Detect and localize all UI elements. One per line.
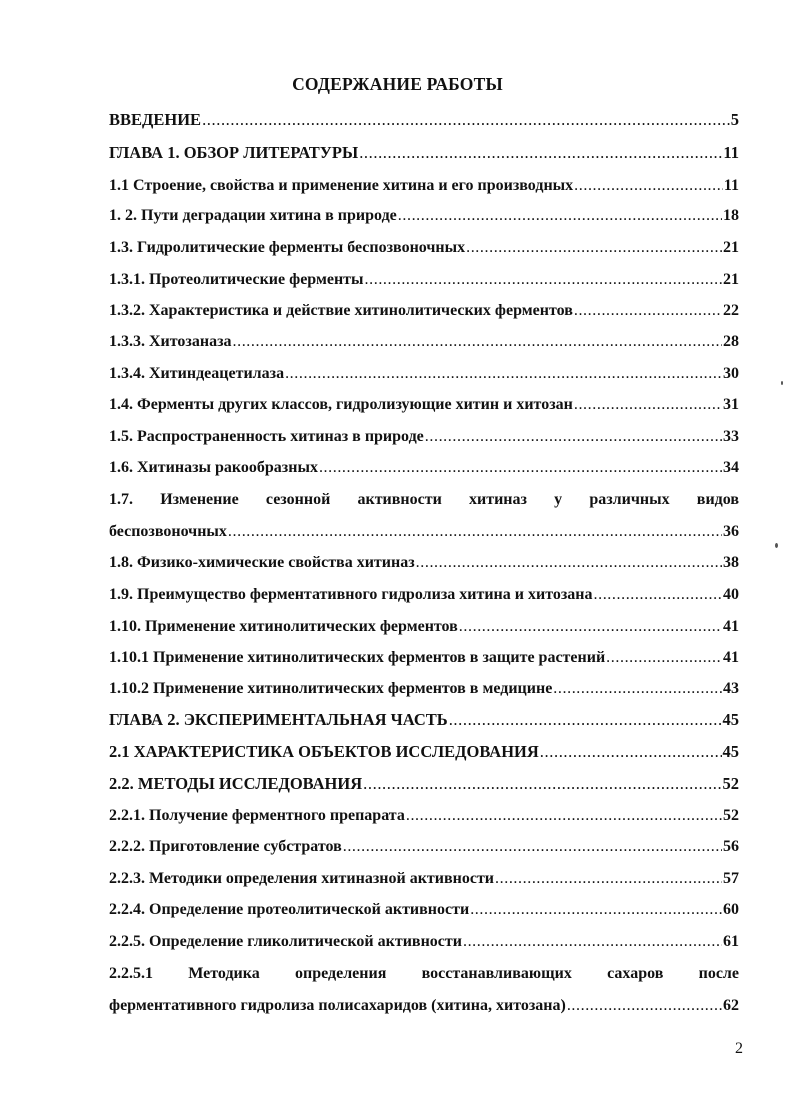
toc-entry-page: 34 <box>723 459 739 476</box>
toc-entry-title: 1.8. Физико-химические свойства хитиназ <box>109 554 415 571</box>
toc-entry[interactable] <box>109 932 739 952</box>
toc-entry-page: 52 <box>722 774 739 793</box>
toc-entry-title: ГЛАВА 1. ОБЗОР ЛИТЕРАТУРЫ <box>109 143 359 162</box>
toc-entry[interactable] <box>109 617 739 637</box>
toc-entry-page: 41 <box>723 618 739 635</box>
toc-entry[interactable] <box>109 206 739 226</box>
toc-entry-title: 2.2.5.1 Методика определения восстанавливающих сахаров после <box>109 965 739 982</box>
toc-entry-page: 11 <box>723 143 739 162</box>
toc-leader <box>466 238 722 258</box>
toc-entry[interactable] <box>109 648 739 668</box>
toc-entry[interactable] <box>109 710 739 730</box>
toc-leader <box>365 270 722 290</box>
toc-entry-title: 1.3.2. Характеристика и действие хитинолитических ферментов <box>109 302 573 319</box>
toc-leader <box>359 143 722 163</box>
toc-entry[interactable] <box>109 869 739 889</box>
toc-entry[interactable] <box>109 458 739 478</box>
toc-entry-title: 2.2.2. Приготовление субстратов <box>109 838 342 855</box>
toc-leader <box>319 458 722 478</box>
toc-entry[interactable] <box>109 270 739 290</box>
toc-leader <box>343 837 722 857</box>
toc-entry[interactable] <box>109 679 739 699</box>
toc-entry-title: 1.3.1. Протеолитические ферменты <box>109 271 364 288</box>
scan-speck <box>775 543 778 548</box>
toc-leader <box>567 996 722 1016</box>
toc-leader <box>285 364 722 384</box>
toc-entry[interactable] <box>109 301 739 321</box>
toc-entry[interactable] <box>109 364 739 384</box>
toc-entry-title: 1.10. Применение хитинолитических ферментов <box>109 618 458 635</box>
toc-entry[interactable] <box>109 553 739 573</box>
toc-leader <box>470 900 722 920</box>
toc-leader <box>495 869 722 889</box>
toc-entry-title: ВВЕДЕНИЕ <box>109 110 202 129</box>
toc-entry-page: 56 <box>723 838 739 855</box>
toc-entry-page: 28 <box>723 333 739 350</box>
toc-entry-title: ГЛАВА 2. ЭКСПЕРИМЕНТАЛЬНАЯ ЧАСТЬ <box>109 710 448 729</box>
toc-leader <box>233 332 723 352</box>
toc-entry-page: 11 <box>723 177 739 194</box>
toc-entry-page: 36 <box>723 523 739 540</box>
toc-entry-page: 40 <box>723 586 739 603</box>
toc-leader <box>553 679 722 699</box>
toc-entry-title: 1.4. Ферменты других классов, гидролизующие хитин и хитозан <box>109 396 573 413</box>
toc-entry-title-cont: беспозвоночных <box>109 523 227 540</box>
toc-entry[interactable] <box>109 238 739 258</box>
toc-leader <box>459 617 722 637</box>
toc-leader <box>363 774 721 794</box>
toc-leader <box>594 585 723 605</box>
toc-leader <box>228 522 722 542</box>
scan-speck <box>781 381 783 385</box>
toc-leader <box>416 553 722 573</box>
toc-entry-title: 2.2.3. Методики определения хитиназной активности <box>109 870 495 887</box>
toc-leader <box>449 710 722 730</box>
toc-leader <box>540 742 722 762</box>
toc-entry-page: 45 <box>722 710 739 729</box>
toc-entry-title: 2.2.4. Определение протеолитической активности <box>109 901 470 918</box>
toc-entry-page: 21 <box>723 271 739 288</box>
toc-entry-page: 33 <box>723 428 739 445</box>
toc-entry[interactable] <box>109 585 739 605</box>
toc-entry-page: 5 <box>730 110 739 129</box>
page-number: 2 <box>735 1040 743 1057</box>
toc-leader <box>606 648 722 668</box>
toc-leader <box>425 427 722 447</box>
toc-entry[interactable] <box>109 143 739 163</box>
toc-entry[interactable] <box>109 900 739 920</box>
toc-entry-title: 1.1 Строение, свойства и применение хитина и его производных <box>109 177 574 194</box>
toc-entry-page: 38 <box>723 554 739 571</box>
toc-leader <box>463 932 722 952</box>
toc-entry-title: 1.3.4. Хитиндеацетилаза <box>109 365 285 382</box>
toc-entry-title: 2.1 ХАРАКТЕРИСТИКА ОБЪЕКТОВ ИССЛЕДОВАНИЯ <box>109 742 539 761</box>
toc-entry[interactable] <box>109 742 739 762</box>
toc-leader <box>406 806 722 826</box>
toc-entry[interactable] <box>109 176 739 196</box>
toc-entry[interactable] <box>109 837 739 857</box>
toc-entry-title: 1.7. Изменение сезонной активности хитиназ у различных видов <box>109 491 739 508</box>
toc-entry-title: 1.5. Распространенность хитиназ в природе <box>109 428 424 445</box>
toc-entry-page: 22 <box>723 302 739 319</box>
toc-entry-page: 31 <box>723 396 739 413</box>
toc-entry-title: 2.2.5. Определение гликолитической активности <box>109 933 462 950</box>
toc-entry-multiline[interactable] <box>109 490 739 510</box>
toc-entry[interactable] <box>109 427 739 447</box>
toc-entry[interactable] <box>109 806 739 826</box>
toc-entry-page: 62 <box>723 997 739 1014</box>
toc-entry[interactable] <box>109 110 739 130</box>
toc-entry-title: 1. 2. Пути деградации хитина в природе <box>109 207 397 224</box>
toc-leader <box>202 110 730 130</box>
toc-entry-page: 57 <box>723 870 739 887</box>
toc-leader <box>398 206 722 226</box>
toc-entry-multiline[interactable] <box>109 964 739 984</box>
toc-entry-title: 2.2.1. Получение ферментного препарата <box>109 807 405 824</box>
toc-entry[interactable] <box>109 332 739 352</box>
toc-entry-page: 60 <box>723 901 739 918</box>
toc-entry-page: 21 <box>723 239 739 256</box>
toc-entry[interactable] <box>109 774 739 794</box>
toc-entry-title: 1.9. Преимущество ферментативного гидролиза хитина и хитозана <box>109 586 593 603</box>
page-title: СОДЕРЖАНИЕ РАБОТЫ <box>292 74 503 94</box>
toc-leader <box>574 301 722 321</box>
toc-leader <box>574 395 722 415</box>
toc-entry-continuation[interactable] <box>109 996 739 1016</box>
toc-entry-page: 41 <box>723 649 739 666</box>
toc-entry-title: 1.10.1 Применение хитинолитических ферментов в защите растений <box>109 649 606 666</box>
toc-entry-title: 1.10.2 Применение хитинолитических ферментов в медицине <box>109 680 553 697</box>
toc-entry[interactable] <box>109 395 739 415</box>
toc-leader <box>574 176 723 196</box>
toc-entry-title: 1.3.3. Хитозаназа <box>109 333 232 350</box>
toc-entry-title: 1.6. Хитиназы ракообразных <box>109 459 318 476</box>
toc-entry-page: 61 <box>723 933 739 950</box>
toc-entry-page: 52 <box>723 807 739 824</box>
toc-entry-title: 2.2. МЕТОДЫ ИССЛЕДОВАНИЯ <box>109 774 363 793</box>
toc-entry-continuation[interactable] <box>109 522 739 542</box>
toc-entry-page: 43 <box>723 680 739 697</box>
toc-entry-title: 1.3. Гидролитические ферменты беспозвоночных <box>109 239 466 256</box>
toc-entry-title-cont: ферментативного гидролиза полисахаридов (хитина, хитозана) <box>109 997 566 1014</box>
toc-entry-page: 45 <box>722 742 739 761</box>
toc-entry-page: 18 <box>723 207 739 224</box>
toc-entry-page: 30 <box>723 365 739 382</box>
